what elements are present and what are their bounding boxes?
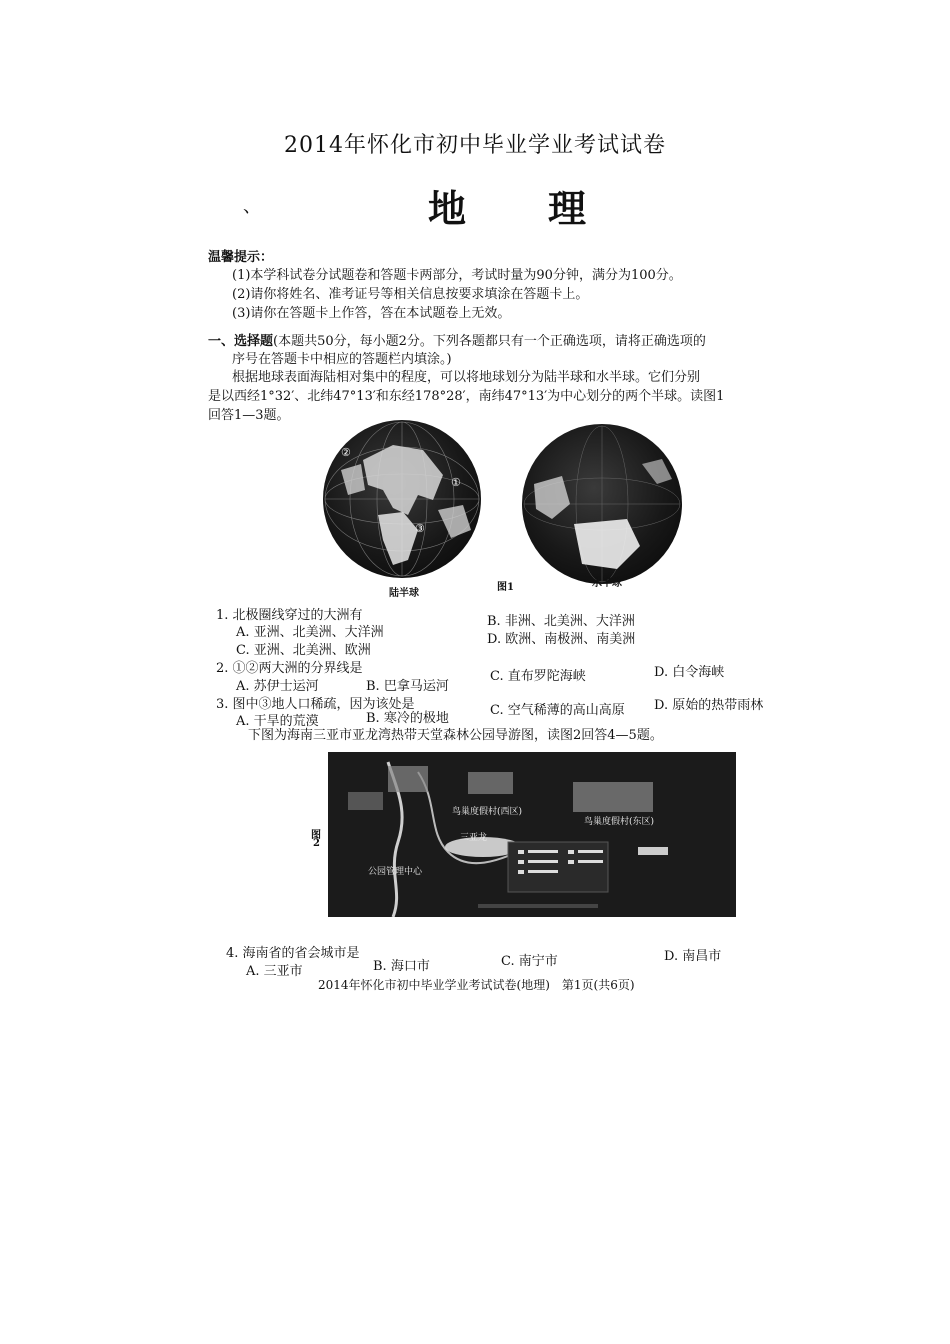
- q4-option-d: D. 南昌市: [664, 949, 722, 964]
- park-guide-map-drawing: [328, 752, 736, 917]
- water-hemisphere-globe: [522, 424, 682, 584]
- intro-line-2: 是以西经1°32′、北纬47°13′和东经178°28′，南纬47°13′为中心划分的两个半球。读图1: [208, 389, 725, 404]
- land-hemisphere-caption: 陆半球: [389, 588, 419, 599]
- q2-option-d: D. 白令海峡: [654, 665, 725, 680]
- map-label-west-resort: 鸟巢度假村(西区): [452, 807, 523, 817]
- notice-heading: 温馨提示：: [208, 250, 274, 265]
- section1-heading: 一、选择题: [208, 334, 274, 349]
- figure2-side-label-1: 图: [311, 830, 321, 841]
- figure2-side-label-2: 2: [313, 838, 320, 849]
- park-guide-map-photo: [328, 752, 736, 917]
- q3-option-d: D. 原始的热带雨林: [654, 698, 764, 713]
- exam-title: 2014年怀化市初中毕业学业考试试卷: [284, 133, 666, 158]
- q4-option-b: B. 海口市: [373, 959, 430, 974]
- map-label-sanyalong: 三亚龙: [460, 833, 488, 843]
- map-label-management-center: 公园管理中心: [368, 867, 423, 877]
- land-hemisphere-globe: [323, 420, 481, 578]
- section1-heading-line: [208, 330, 706, 349]
- stray-mark: 、: [243, 196, 261, 217]
- page-footer: 2014年怀化市初中毕业学业考试试卷(地理) 第1页(共6页): [318, 978, 635, 992]
- q2-stem: 2. ①②两大洲的分界线是: [216, 661, 363, 676]
- map-label-east-resort: 鸟巢度假村(东区): [584, 817, 655, 827]
- q1-option-c: C. 亚洲、北美洲、欧洲: [236, 643, 371, 658]
- q1-option-d: D. 欧洲、南极洲、南美洲: [487, 632, 636, 647]
- section1-heading-rest: (本题共50分，每小题2分。下列各题都只有一个正确选项，请将正确选项的: [273, 334, 706, 349]
- intro-line-3: 回答1—3题。: [208, 408, 290, 423]
- land-hemisphere-map: [323, 420, 481, 578]
- notice-item-3: (3)请你在答题卡上作答，答在本试题卷上无效。: [232, 306, 511, 321]
- q4-option-c: C. 南宁市: [501, 954, 558, 969]
- marker-1: ①: [451, 476, 461, 489]
- marker-2: ②: [341, 446, 351, 459]
- water-hemisphere-map: [522, 424, 682, 584]
- q2-option-c: C. 直布罗陀海峡: [490, 669, 586, 684]
- subject-title: 地 理: [428, 186, 609, 231]
- marker-3: ③: [415, 522, 425, 535]
- figure1-caption: 图1: [497, 582, 514, 593]
- section1-heading-line2: 序号在答题卡中相应的答题栏内填涂。): [232, 352, 452, 367]
- q2-option-b: B. 巴拿马运河: [366, 679, 449, 694]
- water-hemisphere-caption: 水半球: [592, 578, 622, 589]
- q4-option-a: A. 三亚市: [246, 964, 303, 979]
- q2-option-a: A. 苏伊士运河: [236, 679, 319, 694]
- q1-stem: 1. 北极圈线穿过的大洲有: [216, 608, 363, 623]
- q4-stem: 4. 海南省的省会城市是: [226, 946, 360, 961]
- intro-line-1: 根据地球表面海陆相对集中的程度，可以将地球划分为陆半球和水半球。它们分别: [232, 370, 701, 385]
- q3-stem: 3. 图中③地人口稀疏，因为该处是: [216, 697, 415, 712]
- q1-option-a: A. 亚洲、北美洲、大洋洲: [236, 625, 384, 640]
- q3-option-b: B. 寒冷的极地: [366, 711, 449, 726]
- figure2-intro: 下图为海南三亚市亚龙湾热带天堂森林公园导游图，读图2回答4—5题。: [248, 728, 663, 743]
- q3-option-c: C. 空气稀薄的高山高原: [490, 703, 625, 718]
- notice-item-1: (1)本学科试卷分试题卷和答题卡两部分，考试时量为90分钟，满分为100分。: [232, 268, 682, 283]
- notice-item-2: (2)请你将姓名、准考证号等相关信息按要求填涂在答题卡上。: [232, 287, 589, 302]
- q1-option-b: B. 非洲、北美洲、大洋洲: [487, 614, 635, 629]
- q3-option-a: A. 干旱的荒漠: [236, 714, 319, 729]
